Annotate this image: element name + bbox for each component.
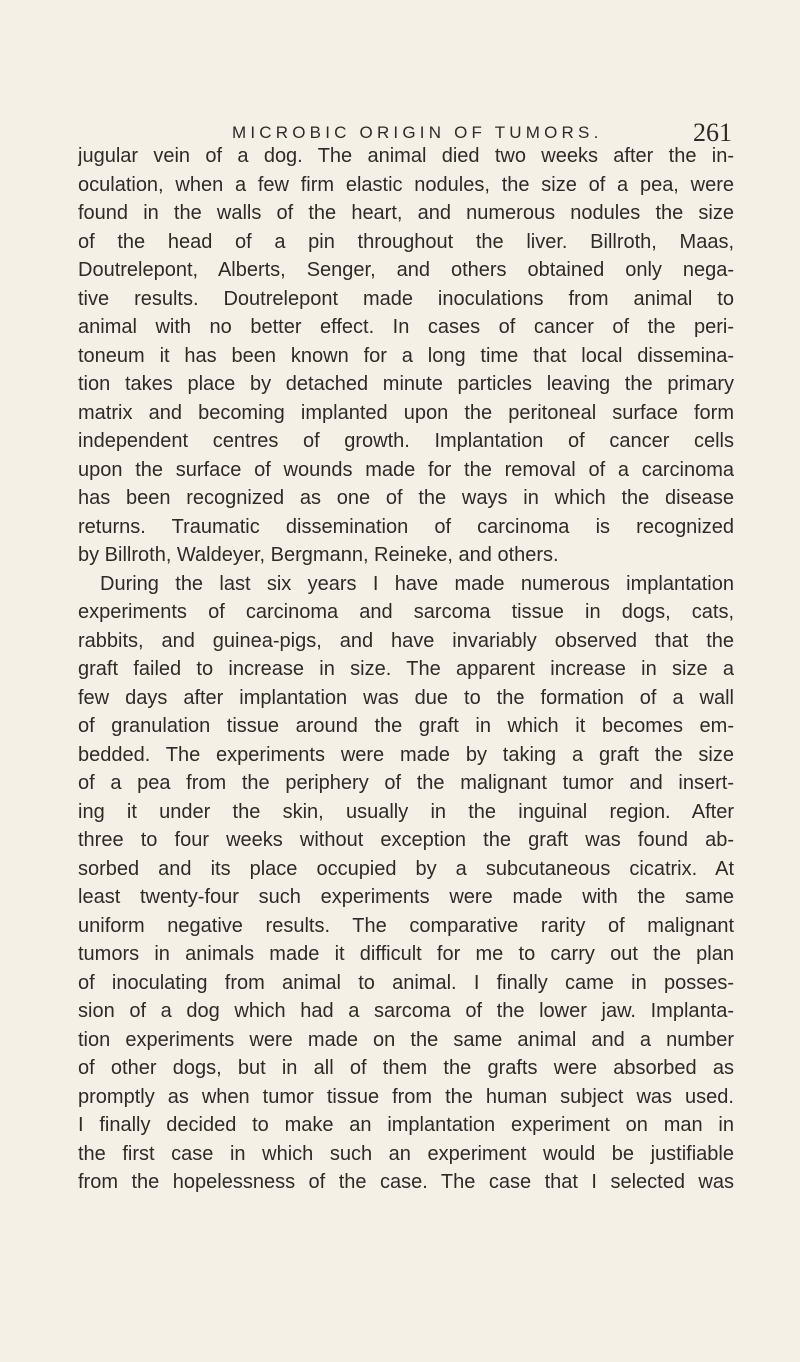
text-line: tumors in animals made it difficult for me to carry out the plan xyxy=(78,943,734,965)
text-line: upon the surface of wounds made for the removal of a carcinoma xyxy=(78,458,734,481)
text-line: Doutrelepont, Alberts, Senger, and others obtained only nega- xyxy=(78,259,734,281)
text-line: promptly as when tumor tissue from the human subject was used. xyxy=(78,1085,734,1108)
text-line: I finally decided to make an implantation experiment on man in xyxy=(78,1114,734,1136)
text-line: independent centres of growth. Implantation of cancer cells xyxy=(78,430,734,452)
text-line: three to four weeks without exception the graft was found ab- xyxy=(78,829,734,851)
text-line: oculation, when a few firm elastic nodules, the size of a pea, were xyxy=(78,173,734,196)
text-line: graft failed to increase in size. The apparent increase in size a xyxy=(78,658,734,680)
text-line: matrix and becoming implanted upon the peritoneal surface form xyxy=(78,401,734,424)
text-line: by Billroth, Waldeyer, Bergmann, Reineke, and others. xyxy=(78,544,559,566)
running-title: MICROBIC ORIGIN OF TUMORS. xyxy=(232,123,603,142)
text-line: rabbits, and guinea-pigs, and have invariably observed that the xyxy=(78,629,734,652)
text-line: jugular vein of a dog. The animal died two weeks after the in- xyxy=(78,145,734,167)
text-line: tion takes place by detached minute particles leaving the primary xyxy=(78,373,734,395)
text-line: has been recognized as one of the ways in which the disease xyxy=(78,487,734,509)
text-line: of inoculating from animal to animal. I finally came in posses- xyxy=(78,971,734,994)
text-line: the first case in which such an experiment would be justifiable xyxy=(78,1142,734,1165)
text-line: toneum it has been known for a long time that local dissemina- xyxy=(78,344,734,367)
text-line: few days after implantation was due to the formation of a wall xyxy=(78,686,734,709)
text-line: of the head of a pin throughout the liver. Billroth, Maas, xyxy=(78,230,734,253)
text-line: ing it under the skin, usually in the inguinal region. After xyxy=(78,800,734,823)
text-line: bedded. The experiments were made by taking a graft the size xyxy=(78,743,734,766)
text-line: returns. Traumatic dissemination of carcinoma is recognized xyxy=(78,515,734,538)
text-line: of granulation tissue around the graft in which it becomes em- xyxy=(78,715,734,737)
text-line: sorbed and its place occupied by a subcutaneous cicatrix. At xyxy=(78,857,734,880)
text-line: During the last six years I have made numerous implantation xyxy=(100,572,734,595)
text-line: found in the walls of the heart, and numerous nodules the size xyxy=(78,202,734,224)
text-line: tive results. Doutrelepont made inoculations from animal to xyxy=(78,287,734,310)
text-line: sion of a dog which had a sarcoma of the lower jaw. Implanta- xyxy=(78,1000,734,1022)
page-number: 261 xyxy=(693,118,732,147)
text-line: tion experiments were made on the same animal and a number xyxy=(78,1028,734,1051)
text-line: of a pea from the periphery of the malignant tumor and insert- xyxy=(78,772,734,794)
text-line: animal with no better effect. In cases of cancer of the peri- xyxy=(78,316,734,338)
text-line: uniform negative results. The comparative rarity of malignant xyxy=(78,914,734,937)
text-line: least twenty-four such experiments were made with the same xyxy=(78,886,734,908)
text-line: experiments of carcinoma and sarcoma tissue in dogs, cats, xyxy=(78,601,734,623)
text-line: from the hopelessness of the case. The case that I selected was xyxy=(78,1171,734,1193)
body-text xyxy=(78,142,734,1197)
text-line: of other dogs, but in all of them the grafts were absorbed as xyxy=(78,1057,734,1079)
